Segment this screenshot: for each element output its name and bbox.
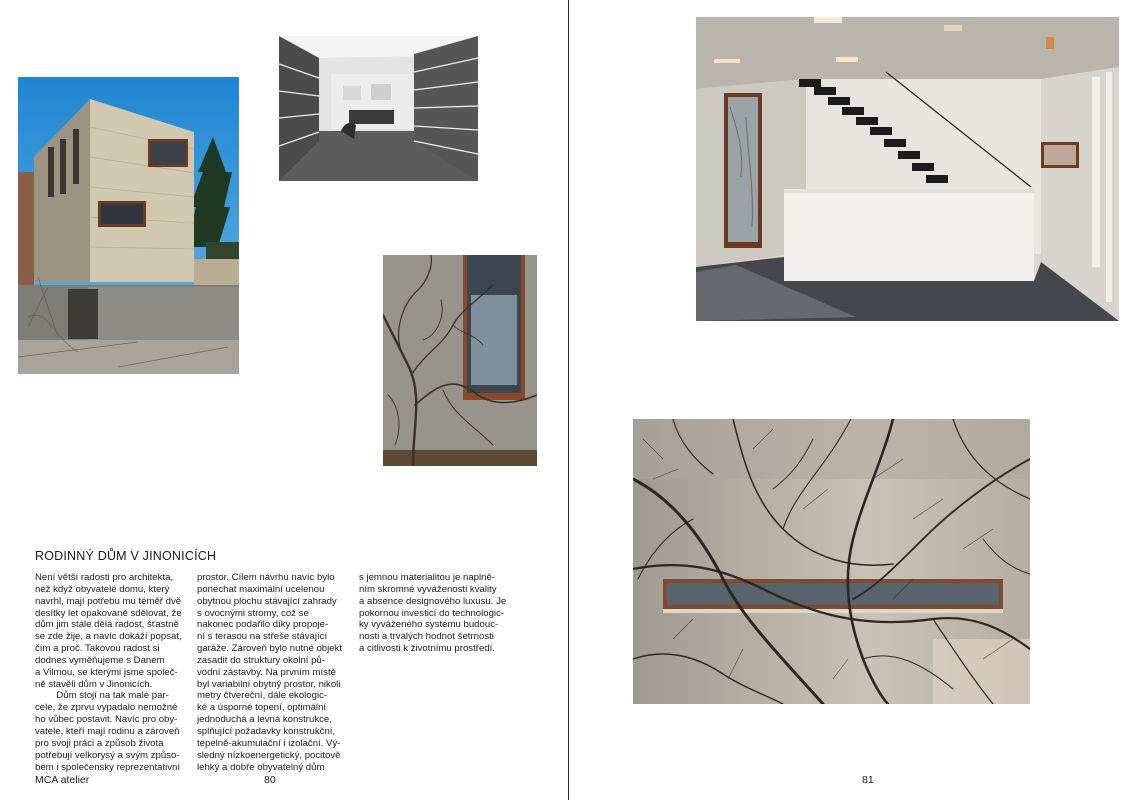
text-line: navrhl, mají potřebu mu téměř dvě — [35, 595, 182, 607]
page-number-left: 80 — [264, 774, 276, 786]
text-line: ho vůbec postavit. Navíc pro oby- — [35, 714, 178, 726]
photo-house-exterior — [18, 77, 239, 374]
photo-window-branches — [383, 255, 537, 466]
studio-name: MCA atelier — [35, 774, 90, 786]
text-line: metry čtvereční, dále ekologic- — [197, 690, 328, 702]
text-line: cele, že zprvu vypadalo nemožné — [35, 702, 178, 714]
text-column-3 — [359, 572, 511, 655]
text-line: a Vilmou, se kterými jsme společ- — [35, 666, 178, 678]
text-line: splňující požadavky konstrukční, — [197, 725, 336, 737]
text-column-1 — [35, 572, 187, 773]
text-line: tepelně-akumulační i izolační. Vý- — [197, 737, 341, 749]
text-line: sledný nízkoenergetický, pocitově — [197, 749, 341, 761]
text-line: vodní zástavby. Na prvním místě — [197, 666, 336, 678]
text-column-2 — [197, 572, 349, 773]
text-line: garáže. Zároveň bylo nutné objekt — [197, 643, 343, 655]
text-line: a absence designového luxusu. Je — [359, 595, 507, 607]
text-line: ponechat maximální ucelenou — [197, 583, 325, 595]
text-line: pro svoji práci a způsob života — [35, 737, 164, 749]
text-line: ké a úsporné topení, optimální — [197, 702, 327, 714]
right-page — [569, 0, 1138, 800]
text-line: pokornou investicí do technologic- — [359, 607, 505, 619]
text-line: desítky let opakovaně sdělovat, že — [35, 607, 182, 619]
text-line: Není větší radosti pro architekta, — [35, 572, 174, 583]
text-line: ně stavěli dům v Jinonicích. — [35, 678, 153, 690]
text-line: nosti a trvalých hodnot šetrnosti — [359, 631, 494, 643]
page-number-right: 81 — [862, 774, 874, 786]
photo-ribbon-window-branches — [633, 419, 1030, 704]
text-line: dodnes vyměňujeme s Danem — [35, 654, 165, 666]
text-line: ním skromné vyváženosti kvality — [359, 583, 497, 595]
text-line: zasadit do struktury okolní pů- — [197, 654, 325, 666]
text-line: obytnou plochu stávající zahrady — [197, 595, 337, 607]
photo-library-interior — [279, 36, 478, 181]
text-line: ní s terasou na střeše stávající — [197, 631, 328, 643]
text-line: s jemnou materialitou je naplně- — [359, 572, 495, 583]
text-line: čím a proč. Takovou radost si — [35, 643, 160, 655]
text-line: Dům stojí na tak malé par- — [35, 690, 169, 702]
text-line: než když obyvatelé domu, který — [35, 583, 170, 595]
text-line: lehký a dobře obyvatelný dům — [197, 761, 325, 773]
left-page — [0, 0, 568, 800]
text-line: ky vyváženého systému budouc- — [359, 619, 499, 631]
text-line: s ovocnými stromy, což se — [197, 607, 309, 619]
text-line: vatele, kteří mají rodinu a zároveň — [35, 725, 180, 737]
text-line: dům jim stále dělá radost, šťastně — [35, 619, 179, 631]
text-line: jednoduchá a levná konstrukce, — [197, 714, 332, 726]
photo-interior-staircase — [696, 17, 1119, 321]
text-line: a citlivosti k životnímu prostředí. — [359, 643, 495, 655]
text-line: potřebují velkorysý a svým způso- — [35, 749, 180, 761]
article-title: RODINNÝ DŮM V JINONICÍCH — [35, 549, 217, 563]
text-line: nakonec podařilo díky propoje- — [197, 619, 329, 631]
text-line: prostor. Cílem návrhu navíc bylo — [197, 572, 335, 583]
text-line: se zde žije, a navíc dokáží popsat, — [35, 631, 182, 643]
text-line: bem i společensky reprezentativní — [35, 761, 181, 773]
text-line: byl variabilní obytný prostor, nikoli — [197, 678, 341, 690]
